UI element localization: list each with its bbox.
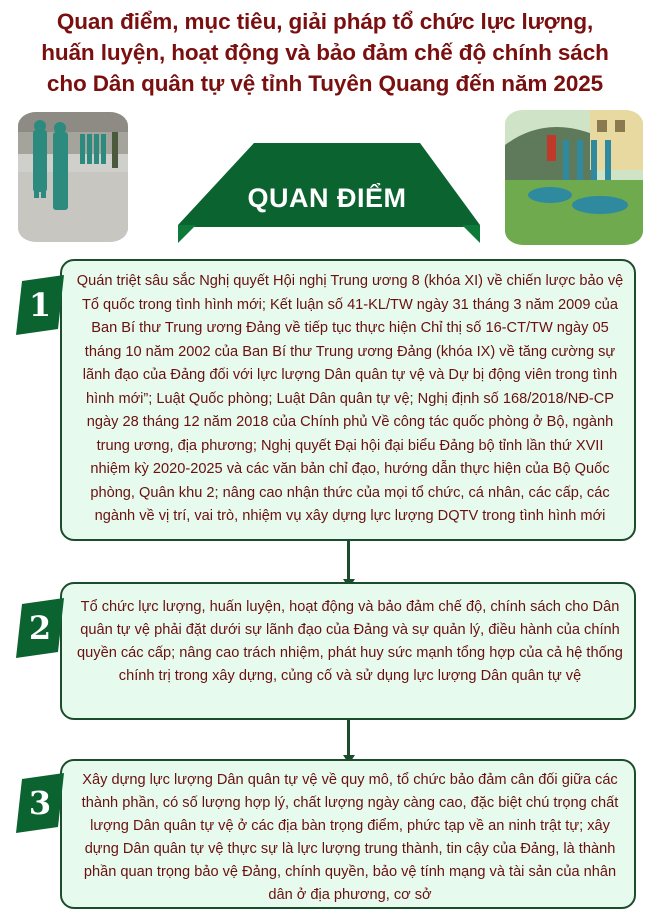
title-line-1: Quan điểm, mục tiêu, giải pháp tổ chức lực lượng, <box>56 9 594 34</box>
connector-line-1 <box>347 541 350 583</box>
point-2-text: Tổ chức lực lượng, huấn luyện, hoạt động và bảo đảm chế độ, chính sách cho Dân quân tự vệ phải đặt dưới sự lãnh đạo của Đảng và sự quản lý, điều hành của chính quyền các cấp; nâng cao trách nhiệm, phát huy sức mạnh tổng hợp của cả hệ thống chính trị trong xây dựng, củng cố và sử dụng lực lượng Dân quân tự vệ <box>77 599 623 684</box>
photo-militia-training <box>505 110 643 245</box>
number-badge-1 <box>16 275 64 335</box>
badge-number: 1 <box>28 286 52 324</box>
point-card-1 <box>60 259 636 541</box>
number-badge-3 <box>16 773 64 833</box>
photo-militia-lineup <box>18 112 128 242</box>
point-1-text: Quán triệt sâu sắc Nghị quyết Hội nghị Trung ương 8 (khóa XI) về chiến lược bảo vệ Tổ quốc trong tình hình mới; Kết luận số 41-KL/TW ngày 31 tháng 3 năm 2009 của Ban Bí thư Trung ương Đảng về tiếp tục thực hiện Chỉ thị số 16-CT/TW ngày 05 tháng 10 năm 2002 của Ban Bí thư Trung ương Đảng (khóa IX) về tăng cường sự lãnh đạo của Đảng đối với lực lượng Dân quân tự vệ và Dự bị động viên trong tình hình mới”; Luật Quốc phòng; Luật Dân quân tự vệ; Nghị định số 168/2018/NĐ-CP ngày 28 tháng 12 năm 2018 của Chính phủ Về công tác quốc phòng ở Bộ, ngành trung ương, địa phương; Nghị quyết Đại hội đại biểu Đảng bộ tỉnh lần thứ XVII nhiệm kỳ 2020-2025 và các văn bản chỉ đạo, hướng dẫn thực hiện của Bộ Quốc phòng, Quân khu 2; nâng cao nhận thức của mọi tổ chức, cá nhân, các cấp, các ngành về vị trí, vai trò, nhiệm vụ xây dựng lực lượng DQTV trong tình hình mới <box>76 273 624 524</box>
page-title <box>0 6 650 99</box>
title-line-2: huấn luyện, hoạt động và bảo đảm chế độ chính sách <box>41 40 609 65</box>
point-card-3 <box>60 759 636 909</box>
title-line-3: cho Dân quân tự vệ tỉnh Tuyên Quang đến năm 2025 <box>46 71 604 96</box>
badge-number: 3 <box>28 784 52 822</box>
militia-training-image <box>505 110 643 245</box>
militia-lineup-image <box>18 112 128 242</box>
point-3-text: Xây dựng lực lượng Dân quân tự vệ về quy mô, tổ chức bảo đảm cân đối giữa các thành phần, có số lượng hợp lý, chất lượng ngày càng cao, đặc biệt chú trọng chất lượng Dân quân tự vệ ở các địa bàn trọng điểm, phức tạp về an ninh trật tự; xây dựng Dân quân tự vệ thực sự là lực lượng trung thành, tin cậy của Đảng, là thành phần quan trọng bảo vệ Đảng, chính quyền, bảo vệ tính mạng và tài sản của nhân dân ở địa phương, cơ sở <box>81 772 619 903</box>
section-heading: QUAN ĐIỂM <box>247 183 407 213</box>
point-card-2 <box>60 582 636 720</box>
badge-number: 2 <box>28 609 52 647</box>
number-badge-2 <box>16 598 64 658</box>
